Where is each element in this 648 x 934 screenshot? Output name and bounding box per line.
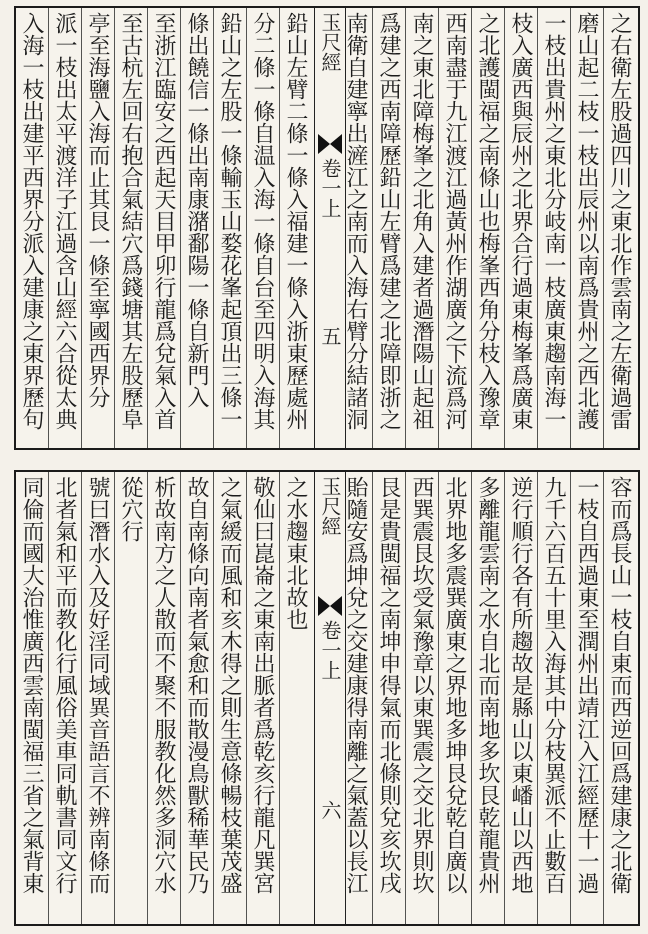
column-divider	[213, 8, 214, 448]
top-page-number: 五	[318, 326, 342, 346]
bottom-volume-label: 卷一上	[318, 620, 342, 680]
column-divider	[537, 8, 538, 448]
top-left-text-column: 鉛山左臂二條一條入福建一條入浙東歷處州	[283, 12, 308, 430]
bottom-right-text-column: 貽隨安爲坤兌之交建康得南離之氣蓋以長江	[343, 476, 368, 894]
column-divider	[504, 8, 505, 448]
top-right-text-column: 之北護閩福之南條山也梅峯西角分枝入豫章	[475, 12, 500, 430]
top-right-text-column: 南衛自建寧出滻江之南而入海右臂分結諸洞	[343, 12, 368, 430]
bottom-right-text-column: 容而爲長山一枝自東而西逆回爲建康之北衛	[607, 476, 632, 894]
column-divider	[81, 472, 82, 924]
top-right-text-column: 磨山起二枝一枝出辰州以南爲貴州之西北護	[574, 12, 599, 430]
column-divider	[279, 8, 280, 448]
column-divider	[147, 472, 148, 924]
column-divider	[246, 472, 247, 924]
top-left-text-column: 亭至海鹽入海而止其艮一條至寧國西界分	[85, 12, 110, 408]
bottom-right-text-column: 北界地多震巽廣東之界地多坤艮兌乾自廣以	[442, 476, 467, 894]
bottom-left-text-column: 故自南條向南者氣愈和而散漫鳥獸稀華民乃	[184, 476, 209, 894]
column-divider	[48, 472, 49, 924]
bottom-left-text-column: 同倫而國大治惟廣西雲南閩福三省之氣背東	[19, 476, 44, 894]
bottom-page-panel	[14, 470, 640, 926]
column-divider	[279, 472, 280, 924]
bottom-right-text-column: 西巽震艮坎受氣豫章以東巽震之交北界則坎	[409, 476, 434, 894]
column-divider	[48, 8, 49, 448]
column-divider	[603, 8, 604, 448]
column-divider	[405, 8, 406, 448]
column-divider	[180, 472, 181, 924]
top-left-text-column: 至古杭左回右抱合氣結穴爲錢塘其左股歷阜	[118, 12, 143, 430]
column-divider	[114, 472, 115, 924]
top-left-text-column: 入海一枝出建平西界分派入建康之東界歷句	[19, 12, 44, 430]
bottom-left-text-column: 從穴行	[118, 476, 143, 542]
column-divider	[570, 8, 571, 448]
bottom-left-text-column: 敬仙曰崑崙之東南出脈者爲乾亥行龍凡巽宮	[250, 476, 275, 894]
column-divider	[537, 472, 538, 924]
column-divider	[471, 8, 472, 448]
top-left-text-column: 條出饒信一條出南康潴鄱陽一條自新門入	[184, 12, 209, 408]
column-divider	[246, 8, 247, 448]
top-right-text-column: 一枝出貴州之東北分岐南一枝廣東趨南海一	[541, 12, 566, 430]
bottom-left-text-column: 號曰潛水入及好淫同域異音語言不辨南條而	[85, 476, 110, 894]
column-divider	[405, 472, 406, 924]
column-divider	[438, 472, 439, 924]
column-divider	[372, 472, 373, 924]
bottom-right-text-column: 一枝自西過東至潤州出靖江入江經歷十一過	[574, 476, 599, 894]
bottom-right-text-column: 逆行順行各有所趨故是縣山以東嶓山以西地	[508, 476, 533, 894]
top-left-text-column: 鉛山之左股一條輸玉山婺花峯起頂出三條一	[217, 12, 242, 430]
column-divider	[213, 472, 214, 924]
column-divider	[180, 8, 181, 448]
top-left-text-column: 至浙江臨安之西起天目甲卯行龍爲兌氣入首	[151, 12, 176, 430]
top-right-text-column: 枝入廣西與辰州之北界合行過東梅峯爲廣東	[508, 12, 533, 430]
top-right-text-column: 南之東北障梅峯之北角入建者過潛陽山起祖	[409, 12, 434, 430]
column-divider	[147, 8, 148, 448]
column-divider	[471, 472, 472, 924]
bottom-left-text-column: 之水趨東北故也	[283, 476, 308, 630]
column-divider	[114, 8, 115, 448]
bottom-right-text-column: 九千六百五十里入海其中分枝異派不止數百	[541, 476, 566, 894]
column-divider	[372, 8, 373, 448]
column-divider	[438, 8, 439, 448]
top-left-text-column: 派一枝出太平渡洋子江過含山經六合從太典	[52, 12, 77, 430]
top-center-title: 玉尺經	[318, 12, 342, 72]
column-divider	[504, 472, 505, 924]
top-page-panel	[14, 6, 640, 450]
column-divider	[603, 472, 604, 924]
top-right-text-column: 西南盡于九江渡江過黃州作湖廣之下流爲河	[442, 12, 467, 430]
bottom-left-text-column: 北者氣和平而教化行風俗美車同軌書同文行	[52, 476, 77, 894]
top-left-text-column: 分二條一條自温入海一條自台至四明入海其	[250, 12, 275, 430]
bottom-right-text-column: 多離龍雲南之水自北而南地多坎艮乾龍貴州	[475, 476, 500, 894]
bottom-center-title: 玉尺經	[318, 476, 342, 536]
top-volume-label: 卷一上	[318, 158, 342, 218]
bottom-page-number: 六	[318, 800, 342, 820]
bottom-right-text-column: 艮是貴閩福之南坤申得氣而北條則兌亥坎戌	[376, 476, 401, 894]
bottom-left-text-column: 析故南方之人散而不聚不服教化然多洞穴水	[151, 476, 176, 894]
column-divider	[81, 8, 82, 448]
column-divider	[570, 472, 571, 924]
top-right-text-column: 之右衛左股過四川之東北作雲南之左衛過雷	[607, 12, 632, 430]
top-right-text-column: 爲建之西南障歷鉛山左臂爲建之北障即浙之	[376, 12, 401, 430]
bottom-left-text-column: 之氣緩而風和亥木得之則生意條暢枝葉茂盛	[217, 476, 242, 894]
